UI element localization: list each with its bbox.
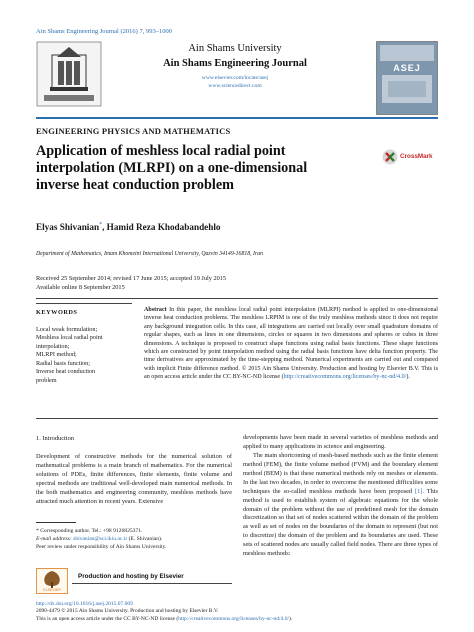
- introduction-paragraph-2: [243, 452, 438, 559]
- paper-title: [36, 143, 366, 193]
- author-name: Hamid Reza Khodabandehlo: [106, 222, 221, 233]
- keyword: Inverse heat conduction: [36, 368, 96, 376]
- email-owner: (E. Shivanian).: [127, 535, 163, 542]
- abstract-text: In this paper, the meshless local radial point interpolation (MLRPI) method is applied to one-dimensional inverse heat conduction problems. The meshless LRPIM is one of the truly meshless methods since it does not require any background integration cells. In this case, all integrations are carried out locally over small quadrature domains of regular shapes, such as lines in one dimensions, circles or squares in two dimensions and spheres or cubes in three dimensions. A technique is proposed to construct shape functions using radial basis functions. These shape functions which are constructed by point interpolation method using the radial basis functions have delta function property. The time derivatives are approximated by the time-stepping method. Numerical experiments are carried out and compared with implicit Finite difference method.: [144, 307, 438, 372]
- authors: [36, 222, 221, 232]
- journal-cover-text: ASEJ: [393, 63, 421, 73]
- abstract-copyright: © 2015 Ain Shams University. Production and hosting by Elsevier B.V. This is an open access article under the CC BY-NC-ND license (: [144, 365, 438, 381]
- elsevier-bar: [36, 568, 232, 594]
- keyword: interpolation;: [36, 342, 70, 350]
- footnotes: [36, 522, 232, 551]
- journal-link-elsevier[interactable]: www.elsevier.com/locate/asej: [201, 75, 269, 81]
- journal-reference: Ain Shams Engineering Journal (2016) 7, 993–1000: [36, 28, 172, 35]
- section-heading: ENGINEERING PHYSICS AND MATHEMATICS: [36, 126, 231, 136]
- keywords-title: KEYWORDS: [36, 308, 78, 316]
- abstract-copyright-close: ).: [406, 374, 410, 381]
- left-column: [36, 434, 232, 507]
- email-label: E-mail address:: [36, 535, 74, 542]
- right-column: [243, 434, 438, 559]
- author-separator: ,: [102, 222, 105, 233]
- paragraph-text: The main shortcoming of mesh-based methods such as the finite element method (FEM), the finite volume method (FVM) and the boundary element method (BEM) is that these numerical methods rely on meshes or elements. In the last two decades, in order to overcome the mentioned difficulties some techniques the so-called meshless methods have been proposed: [243, 451, 438, 495]
- elsevier-logo-text: ELSEVIER: [43, 588, 61, 592]
- license-link-bottom[interactable]: http://creativecommons.org/licenses/by-nc-nd/4.0/: [178, 615, 289, 622]
- introduction-heading: 1. Introduction: [36, 435, 74, 442]
- abstract: [144, 306, 438, 382]
- journal-cover: [376, 41, 438, 115]
- available-online-date: Available online 8 September 2015: [36, 284, 125, 292]
- elsevier-hosting-text: Production and hosting by Elsevier: [72, 570, 232, 584]
- header-divider: [36, 117, 438, 119]
- keywords-divider: [36, 303, 132, 304]
- university-name: Ain Shams University: [188, 43, 282, 54]
- keywords-box: [36, 303, 132, 386]
- peer-review-note: Peer review under responsibility of Ain Shams University.: [36, 543, 167, 550]
- crossmark-button[interactable]: [382, 149, 440, 165]
- journal-masthead: [110, 43, 360, 90]
- journal-links: [110, 75, 360, 90]
- title-line: inverse heat conduction problem: [36, 176, 234, 193]
- journal-header: [36, 41, 438, 119]
- bottom-meta: [36, 601, 446, 623]
- keyword: Meshless local radial point: [36, 334, 103, 342]
- license-close: ).: [289, 615, 293, 622]
- introduction-paragraph-continued: developments have been made in several varieties of meshless methods and applied to many applications in science and engineering.: [243, 434, 438, 450]
- footnote-rule: [36, 522, 76, 523]
- introduction-paragraph: Development of constructive methods for the numerical solution of mathematical problems is a main branch of mathematics. For the numerical solutions of PDEs, finite differences, finite elements, finite volume and spectral methods are traditional well-developed main numerical methods. In the both mathematics and engineering community, meshless methods have attracted much attention in recent years. Extensive: [36, 453, 232, 505]
- keyword: MLRPI method;: [36, 351, 77, 359]
- keyword: Local weak formulation;: [36, 325, 98, 333]
- abstract-bottom-divider: [36, 418, 438, 419]
- license-line: [36, 616, 446, 623]
- citation-link[interactable]: [1]: [415, 487, 423, 495]
- abstract-top-divider: [36, 298, 438, 299]
- keyword: Radial basis function;: [36, 359, 90, 367]
- journal-link-sciencedirect[interactable]: www.sciencedirect.com: [208, 82, 262, 89]
- paragraph-text: . This method is used to establish system of algebraic equations for the whole domain of the problem without the use of predefined mesh for the domain discretization so that set of nodes scattered within the domain of the problem as well as set of nodes on the boundaries of the domain to represent (but not to discretize) the domain of the problem and its boundaries are used. These sets of scattered nodes are usually called field nodes. There are three types of meshless methods:: [243, 487, 438, 558]
- article-dates: [36, 274, 226, 292]
- abstract-label: Abstract: [144, 307, 167, 313]
- title-line: interpolation (MLRPI) on a one-dimensional: [36, 159, 308, 176]
- doi-link[interactable]: http://dx.doi.org/10.1016/j.asej.2015.07.009: [36, 601, 133, 607]
- corresponding-author-note: * Corresponding author. Tel.: +98 9126825371.: [36, 527, 143, 534]
- journal-name: Ain Shams Engineering Journal: [163, 58, 307, 69]
- email-note: [36, 535, 232, 543]
- email-link[interactable]: shivanian@sci.ikiu.ac.ir: [73, 535, 128, 542]
- license-text: This is an open access article under the CC BY-NC-ND license (: [36, 615, 179, 622]
- university-logo: [36, 41, 102, 107]
- affiliation: Department of Mathematics, Imam Khomeini International University, Qazvin 34149-16818, Iran: [36, 251, 264, 257]
- received-dates: Received 25 September 2014; revised 17 June 2015; accepted 19 July 2015: [36, 275, 227, 282]
- crossmark-icon: [382, 149, 398, 165]
- license-link[interactable]: http://creativecommons.org/licenses/by-nc-nd/4.0/: [283, 374, 407, 381]
- author-name: Elyas Shivanian: [36, 222, 100, 233]
- crossmark-label: CrossMark: [400, 153, 433, 160]
- issn-line: 2090-4479 © 2015 Ain Shams University. Production and hosting by Elsevier B.V.: [36, 608, 219, 615]
- corresponding-author-mark[interactable]: *: [99, 222, 103, 228]
- keyword: problem: [36, 376, 57, 384]
- elsevier-logo: [36, 568, 68, 594]
- title-line: Application of meshless local radial point: [36, 143, 286, 159]
